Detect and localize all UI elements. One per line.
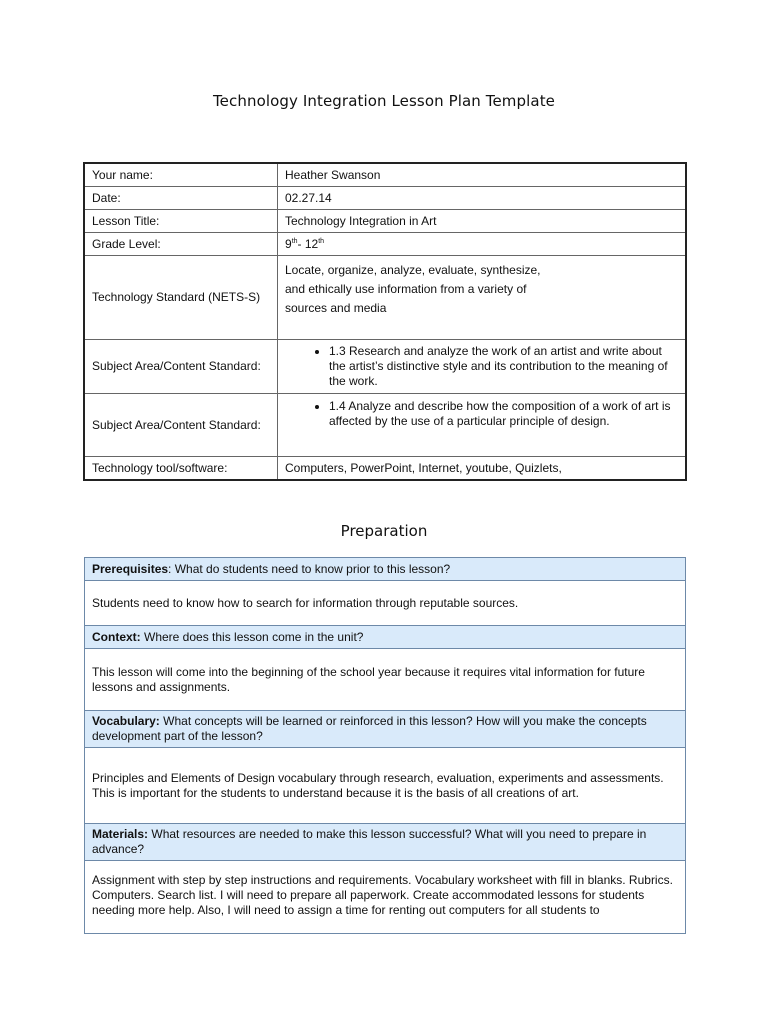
tech-standard-line: sources and media — [285, 301, 387, 315]
grade-from-suffix: th — [291, 237, 298, 245]
context-label: Context: — [92, 629, 141, 644]
table-row — [84, 163, 686, 187]
grade-level-label: Grade Level: — [84, 233, 278, 256]
tool-value: Computers, PowerPoint, Internet, youtube, Quizlets, — [278, 457, 687, 481]
table-row — [85, 581, 686, 626]
prerequisites-question — [85, 558, 686, 581]
grade-separator: - 12 — [297, 236, 319, 251]
subject-standard-label: Subject Area/Content Standard: — [84, 340, 278, 394]
table-row — [84, 256, 686, 340]
standard-list — [285, 344, 678, 389]
table-row — [85, 649, 686, 711]
page-title: Technology Integration Lesson Plan Template — [212, 92, 556, 110]
subject-standard-value — [278, 394, 687, 457]
table-row — [84, 210, 686, 233]
context-question-text: Where does this lesson come in the unit? — [140, 629, 364, 644]
vocabulary-question-text: What concepts will be learned or reinforced in this lesson? How will you make the concepts development part of the lesson? — [92, 714, 647, 743]
context-answer: This lesson will come into the beginning of the school year because it requires vital information for future lessons and assignments. — [85, 649, 686, 711]
list-item: • 1.4 Analyze and describe how the composition of a work of art is affected by the use of a particular principle of design. — [329, 399, 678, 429]
grade-from: 9 — [285, 236, 292, 251]
table-row — [84, 394, 686, 457]
name-value: Heather Swanson — [278, 163, 687, 187]
preparation-table — [84, 557, 686, 934]
table-row — [85, 824, 686, 861]
table-row — [84, 457, 686, 481]
table-row — [85, 711, 686, 748]
tech-standard-line: Locate, organize, analyze, evaluate, synthesize, — [285, 263, 541, 277]
tech-standard-value — [278, 256, 687, 340]
table-row — [85, 861, 686, 934]
grade-to-suffix: th — [318, 237, 325, 245]
tech-standard-label: Technology Standard (NETS-S) — [84, 256, 278, 340]
standard-list — [285, 399, 678, 429]
vocabulary-question — [85, 711, 686, 748]
materials-question-text: What resources are needed to make this lesson successful? What will you need to prepare in advance? — [92, 827, 647, 856]
date-value: 02.27.14 — [278, 187, 687, 210]
tool-label: Technology tool/software: — [84, 457, 278, 481]
prerequisites-label: Prerequisites — [92, 561, 169, 576]
subject-standard-value — [278, 340, 687, 394]
lesson-title-label: Lesson Title: — [84, 210, 278, 233]
context-question — [85, 626, 686, 649]
vocabulary-label: Vocabulary: — [92, 714, 160, 728]
table-row — [84, 187, 686, 210]
materials-answer: Assignment with step by step instructions and requirements. Vocabulary worksheet with fill in blanks. Rubrics. Computers. Search list. I will need to prepare all paperwork. Create accommodated lessons for students needing more help. Also, I will need to assign a time for renting out computers for all students to — [85, 861, 686, 934]
prerequisites-question-text: : What do students need to know prior to this lesson? — [168, 561, 451, 576]
materials-label: Materials: — [92, 827, 149, 841]
grade-level-value — [278, 233, 687, 256]
prerequisites-answer: Students need to know how to search for information through reputable sources. — [85, 581, 686, 626]
tech-standard-line: and ethically use information from a variety of — [285, 282, 527, 296]
lesson-info-table — [83, 162, 687, 481]
table-row — [85, 626, 686, 649]
date-label: Date: — [84, 187, 278, 210]
table-row — [84, 233, 686, 256]
preparation-heading: Preparation — [340, 522, 428, 540]
name-label: Your name: — [84, 163, 278, 187]
list-item: • 1.3 Research and analyze the work of an artist and write about the artist’s distinctive style and its contribution to the meaning of the work. — [329, 344, 678, 389]
table-row — [85, 558, 686, 581]
vocabulary-answer: Principles and Elements of Design vocabulary through research, evaluation, experiments and assessments. This is important for the students to understand because it is the basis of all creations of art. — [85, 748, 686, 824]
table-row — [84, 340, 686, 394]
table-row — [85, 748, 686, 824]
lesson-title-value: Technology Integration in Art — [278, 210, 687, 233]
subject-standard-label: Subject Area/Content Standard: — [84, 394, 278, 457]
materials-question — [85, 824, 686, 861]
